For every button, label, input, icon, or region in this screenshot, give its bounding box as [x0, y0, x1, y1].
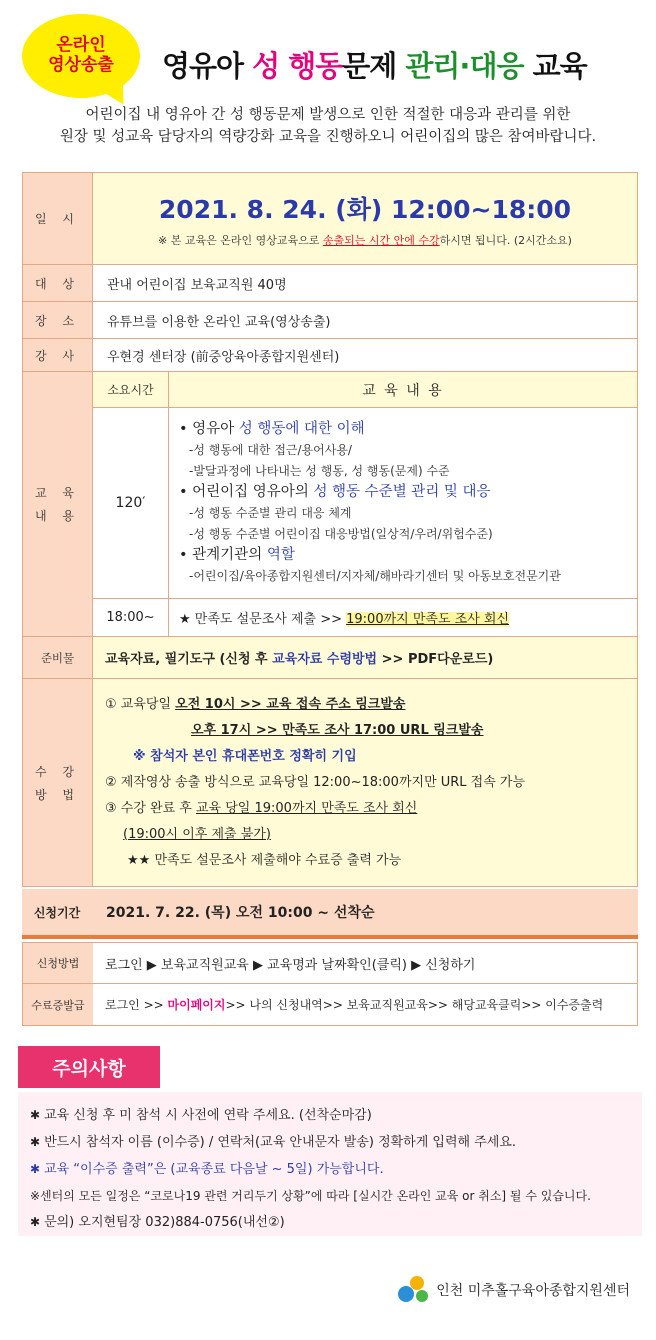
- method-label-line2: 방 법: [35, 787, 80, 802]
- info-table: [22, 172, 638, 887]
- logo-dot-green: [416, 1290, 428, 1302]
- survey-highlight: 19:00까지 만족도 조사 회신: [346, 612, 510, 627]
- list-item: [179, 419, 627, 440]
- badge-line2: 영상송출: [48, 55, 114, 75]
- method-line3: ※ 참석자 본인 휴대폰번호 정확히 기입: [133, 748, 357, 764]
- target-label: 대 상: [23, 265, 93, 302]
- caution-item: [30, 1156, 630, 1183]
- method-cell: [93, 679, 638, 887]
- place-row: [23, 302, 638, 339]
- title-part3: 문제: [342, 49, 406, 83]
- caution-text2: 반드시 참석자 이름 (이수증) / 연락처(교육 안내문자 발송) 정확하게 입력해 주세요.: [44, 1135, 517, 1150]
- title-part2: 성 행동: [252, 49, 343, 83]
- caution-box: [18, 1092, 642, 1236]
- l5-prefix: ③ 수강 완료 후: [105, 800, 196, 816]
- intro-line1: 어린이집 내 영유아 간 성 행동문제 발생으로 인한 적절한 대응과 관리를 위한: [85, 107, 571, 123]
- method-line6: (19:00시 이후 제출 불가): [123, 826, 271, 842]
- pin-icon: ✱: [30, 1135, 41, 1149]
- materials-value: [93, 637, 638, 679]
- pin-icon: ✱: [30, 1108, 41, 1122]
- center-logo-icon: [396, 1274, 430, 1306]
- note-highlight: 송출되는 시간 안에 수강: [322, 233, 440, 247]
- org-name: 인천 미추홀구육아종합지원센터: [436, 1283, 630, 1299]
- lecturer-row: [23, 339, 638, 372]
- l1-bold: 오전 10시 >> 교육 접속 주소 링크발송: [175, 696, 406, 712]
- schedule-cell: [93, 173, 638, 265]
- materials-prefix: 교육자료, 필기도구 (신청 후: [105, 652, 273, 667]
- materials-suffix: >> PDF다운로드): [377, 652, 494, 667]
- certificate-row: [22, 984, 638, 1026]
- l1-prefix: ① 교육당일: [105, 696, 176, 712]
- method-line1: [105, 692, 625, 718]
- list-item: [179, 545, 627, 566]
- survey-row: [23, 599, 638, 637]
- b2-prefix: • 어린이집 영유아의: [179, 484, 314, 500]
- apply-label: 신청방법: [23, 943, 93, 983]
- online-badge: [22, 14, 140, 98]
- footer: [396, 1274, 630, 1306]
- intro-line2: 원장 및 성교육 담당자의 역량강화 교육을 진행하오니 어린이집의 많은 참여바랍니다.: [59, 129, 597, 145]
- b1-sub2: -발달과정에 나타내는 성 행동, 성 행동(문제) 수준: [189, 464, 450, 478]
- col-content: 교 육 내 용: [169, 372, 638, 408]
- caution-item: [30, 1209, 630, 1236]
- lecturer-label: 강 사: [23, 339, 93, 372]
- method-line5: [105, 796, 625, 822]
- target-row: [23, 265, 638, 302]
- l2-bold: 오후 17시 >> 만족도 조사 17:00 URL 링크발송: [191, 722, 484, 738]
- schedule-note: [93, 232, 637, 248]
- b3-prefix: • 관계기관의: [179, 547, 267, 563]
- title-part5: 교육: [523, 49, 587, 83]
- l5-underline: 교육 당일 19:00까지 만족도 조사 회신: [195, 800, 418, 816]
- title-part1: 영유아: [162, 49, 253, 83]
- caution-text1: 교육 신청 후 미 참석 시 사전에 연락 주세요. (선착순마감): [44, 1108, 372, 1123]
- materials-blue: 교육자료 수령방법: [272, 652, 378, 667]
- content-body-row: [23, 408, 638, 599]
- caution-text5: 문의) 오지현팀장 032)884-0756(내선②): [44, 1215, 285, 1230]
- method-label: [23, 679, 93, 887]
- survey-cell: [169, 599, 638, 637]
- b3-blue: 역할: [266, 547, 295, 563]
- content-label-line2: 내 용: [35, 509, 80, 523]
- caution-item: [30, 1183, 630, 1209]
- list-item: [179, 482, 627, 503]
- logo-dot-yellow: [410, 1276, 424, 1290]
- badge-line1: 온라인: [56, 35, 106, 56]
- method-label-line1: 수 강: [35, 764, 80, 779]
- apply-row: [22, 942, 638, 984]
- note-suffix: 하시면 됩니다. (2시간소요): [439, 233, 572, 247]
- content-label: [23, 372, 93, 637]
- mypage-link[interactable]: 마이페이지: [167, 998, 226, 1012]
- caution-section: [18, 1046, 642, 1242]
- certificate-label: 수료증발급: [23, 984, 93, 1025]
- target-value: 관내 어린이집 보육교직원 40명: [93, 265, 638, 302]
- registration-label: 신청기간: [33, 905, 81, 920]
- schedule-date: 2021. 8. 24. (화) 12:00~18:00: [158, 194, 572, 224]
- registration-value: 2021. 7. 22. (목) 오전 10:00 ~ 선착순: [106, 905, 375, 921]
- caution-text3: 교육 “이수증 출력”은 (교육종료 다음날 ~ 5일) 가능합니다.: [44, 1162, 384, 1177]
- method-row: [23, 679, 638, 887]
- caution-title: 주의사항: [18, 1046, 160, 1088]
- b2-sub2: -성 행동 수준별 어린이집 대응방법(일상적/우려/위험수준): [189, 527, 493, 541]
- caution-item: [30, 1129, 630, 1156]
- page-title: [162, 44, 587, 85]
- pin-icon: ✱: [30, 1162, 41, 1176]
- method-line7: ★★ 만족도 설문조사 제출해야 수료증 출력 가능: [127, 852, 402, 868]
- materials-row: [23, 637, 638, 679]
- certificate-value: [93, 996, 603, 1013]
- b1-blue: 성 행동에 대한 이해: [238, 421, 365, 437]
- b1-sub1: -성 행동에 대한 접근/용어사용/: [189, 443, 352, 457]
- note-prefix: ※ 본 교육은 온라인 영상교육으로: [158, 233, 323, 247]
- method-line4: ② 제작영상 송출 방식으로 교육당일 12:00~18:00까지만 URL 접속 가능: [105, 774, 526, 790]
- header: [0, 0, 656, 170]
- cert-suffix: >> 나의 신청내역>> 보육교직원교육>> 해당교육클릭>> 이수증출력: [225, 998, 604, 1012]
- survey-text: ★ 만족도 설문조사 제출 >>: [179, 612, 347, 627]
- col-time: 소요시간: [93, 372, 169, 408]
- schedule-row: [23, 173, 638, 265]
- content-label-line1: 교 육: [35, 486, 80, 500]
- b2-blue: 성 행동 수준별 관리 및 대응: [313, 484, 491, 500]
- materials-label: 준비물: [23, 637, 93, 679]
- intro-text: [0, 104, 656, 148]
- registration-row: [22, 889, 638, 939]
- apply-value: 로그인 ▶ 보육교직원교육 ▶ 교육명과 날짜확인(클릭) ▶ 신청하기: [105, 957, 476, 973]
- b3-sub1: -어린이집/육아종합지원센터/지자체/해바라기센터 및 아동보호전문기관: [189, 569, 561, 583]
- place-label: 장 소: [23, 302, 93, 339]
- pin-icon: ✱: [30, 1215, 41, 1229]
- b2-sub1: -성 행동 수준별 관리 대응 체계: [189, 506, 352, 520]
- content-list: [169, 408, 638, 599]
- b1-prefix: • 영유아: [179, 421, 239, 437]
- place-value: 유튜브를 이용한 온라인 교육(영상송출): [93, 302, 638, 339]
- duration: 120′: [93, 408, 169, 599]
- content-header-row: [23, 372, 638, 408]
- cert-prefix: 로그인 >>: [105, 998, 168, 1012]
- method-line2: [105, 718, 625, 744]
- survey-time: 18:00~: [93, 599, 169, 637]
- caution-item: [30, 1102, 630, 1129]
- caution-text4: ※센터의 모든 일정은 “코로나19 관련 거리두기 상황”에 따라 [실시간 온라인 교육 or 취소] 될 수 있습니다.: [30, 1189, 591, 1203]
- schedule-label: 일 시: [23, 173, 93, 265]
- title-part4: 관리·대응: [405, 49, 524, 83]
- lecturer-value: 우현경 센터장 (前중앙육아종합지원센터): [93, 339, 638, 372]
